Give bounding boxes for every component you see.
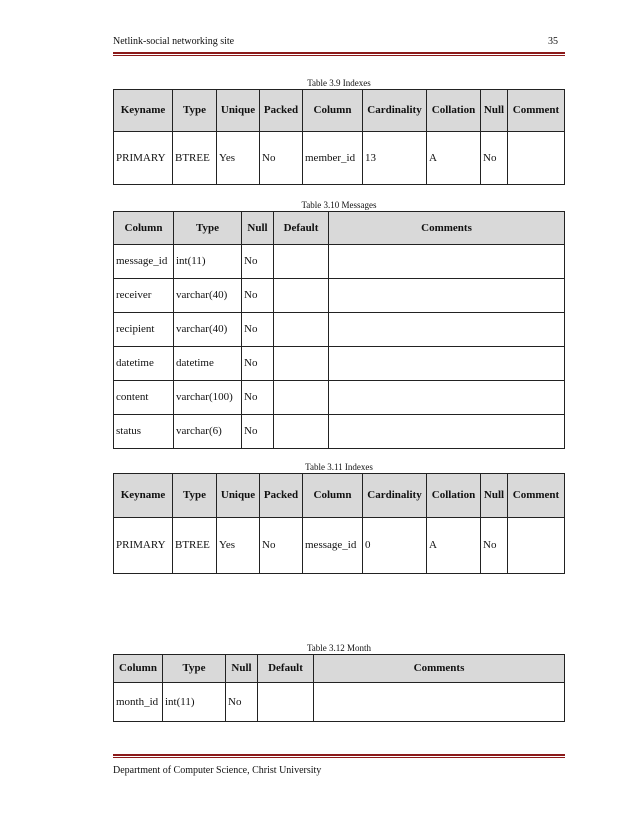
col-header: Cardinality [363,474,427,518]
col-header: Column [114,212,174,245]
table-cell: member_id [303,132,363,185]
table-cell: BTREE [173,132,217,185]
table-cell [274,313,329,347]
table-caption-3-12: Table 3.12 Month [306,643,372,653]
table-header-row [114,655,565,683]
footer-rule-thin [113,757,565,758]
table-cell: No [242,415,274,449]
table-cell [274,245,329,279]
col-header: Comments [314,655,565,683]
table-cell: PRIMARY [114,518,173,574]
table-cell: Yes [217,518,260,574]
table-cell [314,683,565,722]
table-cell [274,347,329,381]
table-cell: No [242,381,274,415]
table-cell: datetime [114,347,174,381]
col-header: Packed [260,90,303,132]
table-cell [274,279,329,313]
table-cell: recipient [114,313,174,347]
col-header: Collation [427,474,481,518]
table-cell: varchar(6) [174,415,242,449]
table-cell [508,518,565,574]
header-rule [113,52,565,54]
table-cell: No [242,245,274,279]
table-cell [329,313,565,347]
table-cell: No [260,132,303,185]
table-row [114,381,565,415]
table-cell: BTREE [173,518,217,574]
indexes-table-3-11 [113,473,565,574]
table-cell: A [427,132,481,185]
table-row [114,313,565,347]
table-cell: Yes [217,132,260,185]
table-cell: 13 [363,132,427,185]
table-cell: status [114,415,174,449]
col-header: Column [114,655,163,683]
table-cell: varchar(100) [174,381,242,415]
table-caption-3-10: Table 3.10 Messages [301,200,377,210]
table-row [114,347,565,381]
table-cell: message_id [114,245,174,279]
col-header: Null [242,212,274,245]
table-cell [274,381,329,415]
col-header: Keyname [114,90,173,132]
table-header-row [114,212,565,245]
table-cell: No [260,518,303,574]
page-footer: Department of Computer Science, Christ University [113,765,322,776]
col-header: Keyname [114,474,173,518]
col-header: Unique [217,90,260,132]
table-caption-3-11: Table 3.11 Indexes [305,462,373,472]
table-cell: No [242,279,274,313]
header-rule-thin [113,55,565,56]
col-header: Column [303,90,363,132]
messages-table-3-10 [113,211,565,449]
col-header: Collation [427,90,481,132]
table-cell [258,683,314,722]
footer-rule [113,754,565,756]
table-cell: A [427,518,481,574]
table-cell: No [242,347,274,381]
month-table-3-12 [113,654,565,722]
indexes-table-3-9 [113,89,565,185]
page-number: 35 [548,36,558,47]
table-caption-3-9: Table 3.9 Indexes [307,78,371,88]
table-cell: No [242,313,274,347]
table-cell: No [481,132,508,185]
table-cell: int(11) [163,683,226,722]
table-cell: content [114,381,174,415]
col-header: Comments [329,212,565,245]
col-header: Comment [508,474,565,518]
table-cell: message_id [303,518,363,574]
col-header: Default [274,212,329,245]
table-cell: month_id [114,683,163,722]
table-cell: 0 [363,518,427,574]
page-header [113,30,558,50]
col-header: Unique [217,474,260,518]
table-row [114,245,565,279]
table-cell [274,415,329,449]
table-cell: varchar(40) [174,313,242,347]
table-row [114,683,565,722]
table-cell [329,245,565,279]
table-cell: int(11) [174,245,242,279]
col-header: Null [481,90,508,132]
table-row [114,518,565,574]
col-header: Type [174,212,242,245]
table-cell: datetime [174,347,242,381]
col-header: Comment [508,90,565,132]
table-row [114,132,565,185]
table-cell: No [226,683,258,722]
table-header-row [114,90,565,132]
col-header: Packed [260,474,303,518]
table-cell: PRIMARY [114,132,173,185]
header-title: Netlink-social networking site [113,36,235,47]
table-cell [329,381,565,415]
table-cell [329,415,565,449]
table-cell: varchar(40) [174,279,242,313]
table-header-row [114,474,565,518]
table-row [114,415,565,449]
col-header: Default [258,655,314,683]
table-cell [508,132,565,185]
col-header: Null [481,474,508,518]
table-cell [329,279,565,313]
col-header: Column [303,474,363,518]
col-header: Cardinality [363,90,427,132]
table-row [114,279,565,313]
col-header: Null [226,655,258,683]
table-cell [329,347,565,381]
table-cell: No [481,518,508,574]
col-header: Type [163,655,226,683]
col-header: Type [173,474,217,518]
table-cell: receiver [114,279,174,313]
col-header: Type [173,90,217,132]
